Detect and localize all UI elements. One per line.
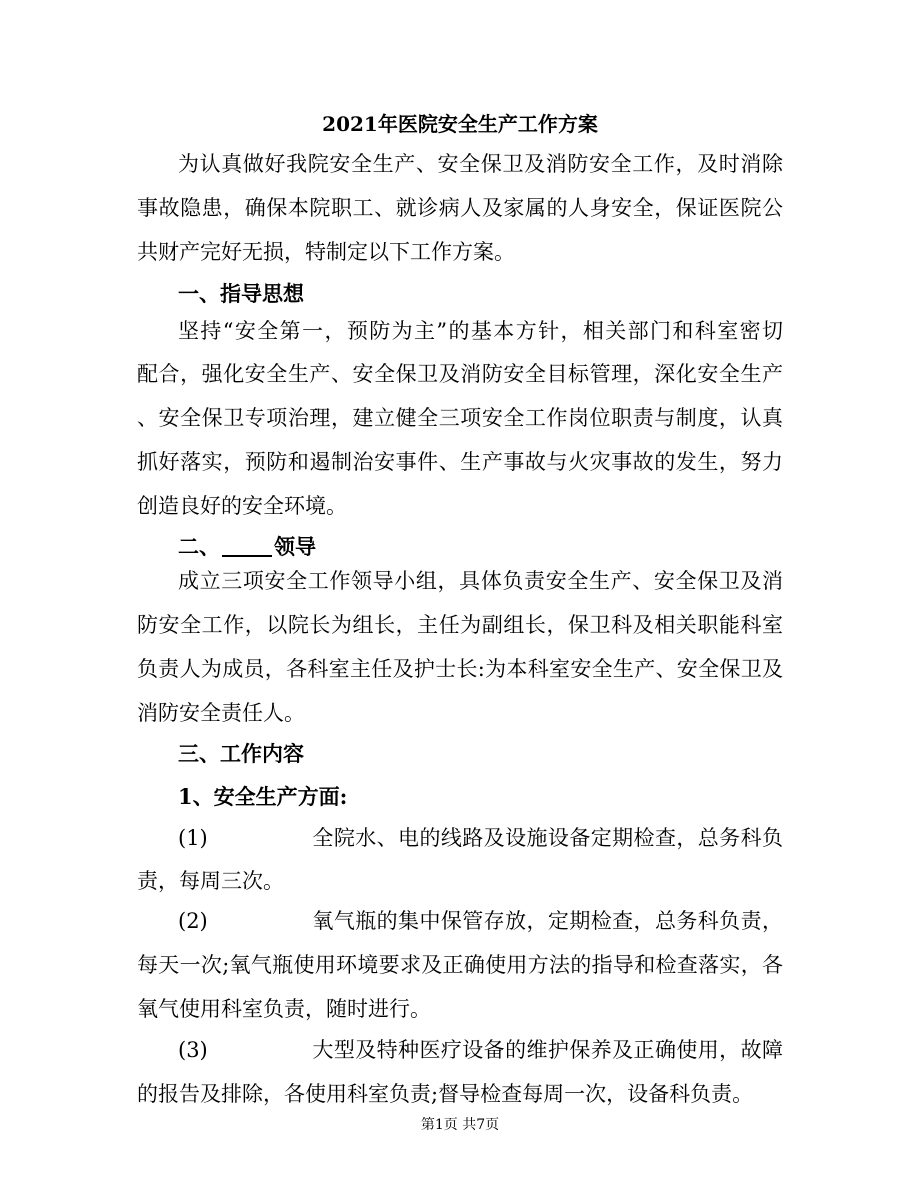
item-1-number: (1) [178, 826, 208, 850]
item-3-line-2: 的报告及排除，各使用科室负责;督导检查每周一次，设备科负责。 [137, 1082, 754, 1106]
section1-line-2: 配合，强化安全生产、安全保卫及消防安全目标管理，深化安全生产 [137, 362, 783, 386]
item-3-text: 大型及特种医疗设备的维护保养及正确使用，故障 [312, 1038, 783, 1062]
item-2-first-line [178, 906, 783, 936]
section1-line-4: 抓好落实，预防和遏制治安事件、生产事故与火灾事故的发生，努力 [137, 450, 783, 474]
section2-line-3: 负责人为成员，各科室主任及护士长:为本科室安全生产、安全保卫及 [137, 657, 783, 681]
section-heading-work-content: 三、工作内容 [178, 741, 304, 766]
subsection-heading-production-safety: 1、安全生产方面: [178, 784, 348, 809]
section1-line-5: 创造良好的安全环境。 [137, 494, 347, 518]
section-heading-leadership [178, 532, 316, 562]
item-2-number: (2) [178, 909, 208, 933]
section2-heading-suffix: 领导 [274, 534, 316, 559]
section1-line-1: 坚持“安全第一，预防为主”的基本方针，相关部门和科室密切 [178, 319, 783, 343]
intro-line-3: 共财产完好无损，特制定以下工作方案。 [137, 240, 515, 264]
intro-line-1: 为认真做好我院安全生产、安全保卫及消防安全工作，及时消除 [178, 152, 783, 176]
item-2-line-3: 氧气使用科室负责，随时进行。 [137, 997, 431, 1021]
item-2-text: 氧气瓶的集中保管存放，定期检查，总务科负责， [312, 909, 783, 933]
section2-line-2: 防安全工作，以院长为组长，主任为副组长，保卫科及相关职能科室 [137, 613, 783, 637]
intro-line-2: 事故隐患，确保本院职工、就诊病人及家属的人身安全，保证医院公 [137, 196, 783, 220]
item-1-first-line [178, 823, 783, 853]
section1-line-3: 、安全保卫专项治理，建立健全三项安全工作岗位职责与制度，认真 [137, 406, 783, 430]
page-number-footer: 第1页 共7页 [420, 1117, 500, 1133]
section2-line-1: 成立三项安全工作领导小组，具体负责安全生产、安全保卫及消 [178, 569, 783, 593]
document-title: 2021年医院安全生产工作方案 [322, 112, 598, 136]
section-heading-guiding-thought: 一、指导思想 [178, 281, 304, 306]
item-3-number: (3) [178, 1038, 208, 1062]
section2-heading-prefix: 二、 [178, 534, 220, 559]
item-1-line-2: 责，每周三次。 [137, 869, 284, 893]
item-2-line-2: 每天一次;氧气瓶使用环境要求及正确使用方法的指导和检查落实，各 [137, 953, 783, 977]
item-1-text: 全院水、电的线路及设施设备定期检查，总务科负 [312, 826, 783, 850]
item-3-first-line [178, 1035, 783, 1065]
heading-blank-underline [222, 533, 272, 557]
section2-line-4: 消防安全责任人。 [137, 701, 305, 725]
